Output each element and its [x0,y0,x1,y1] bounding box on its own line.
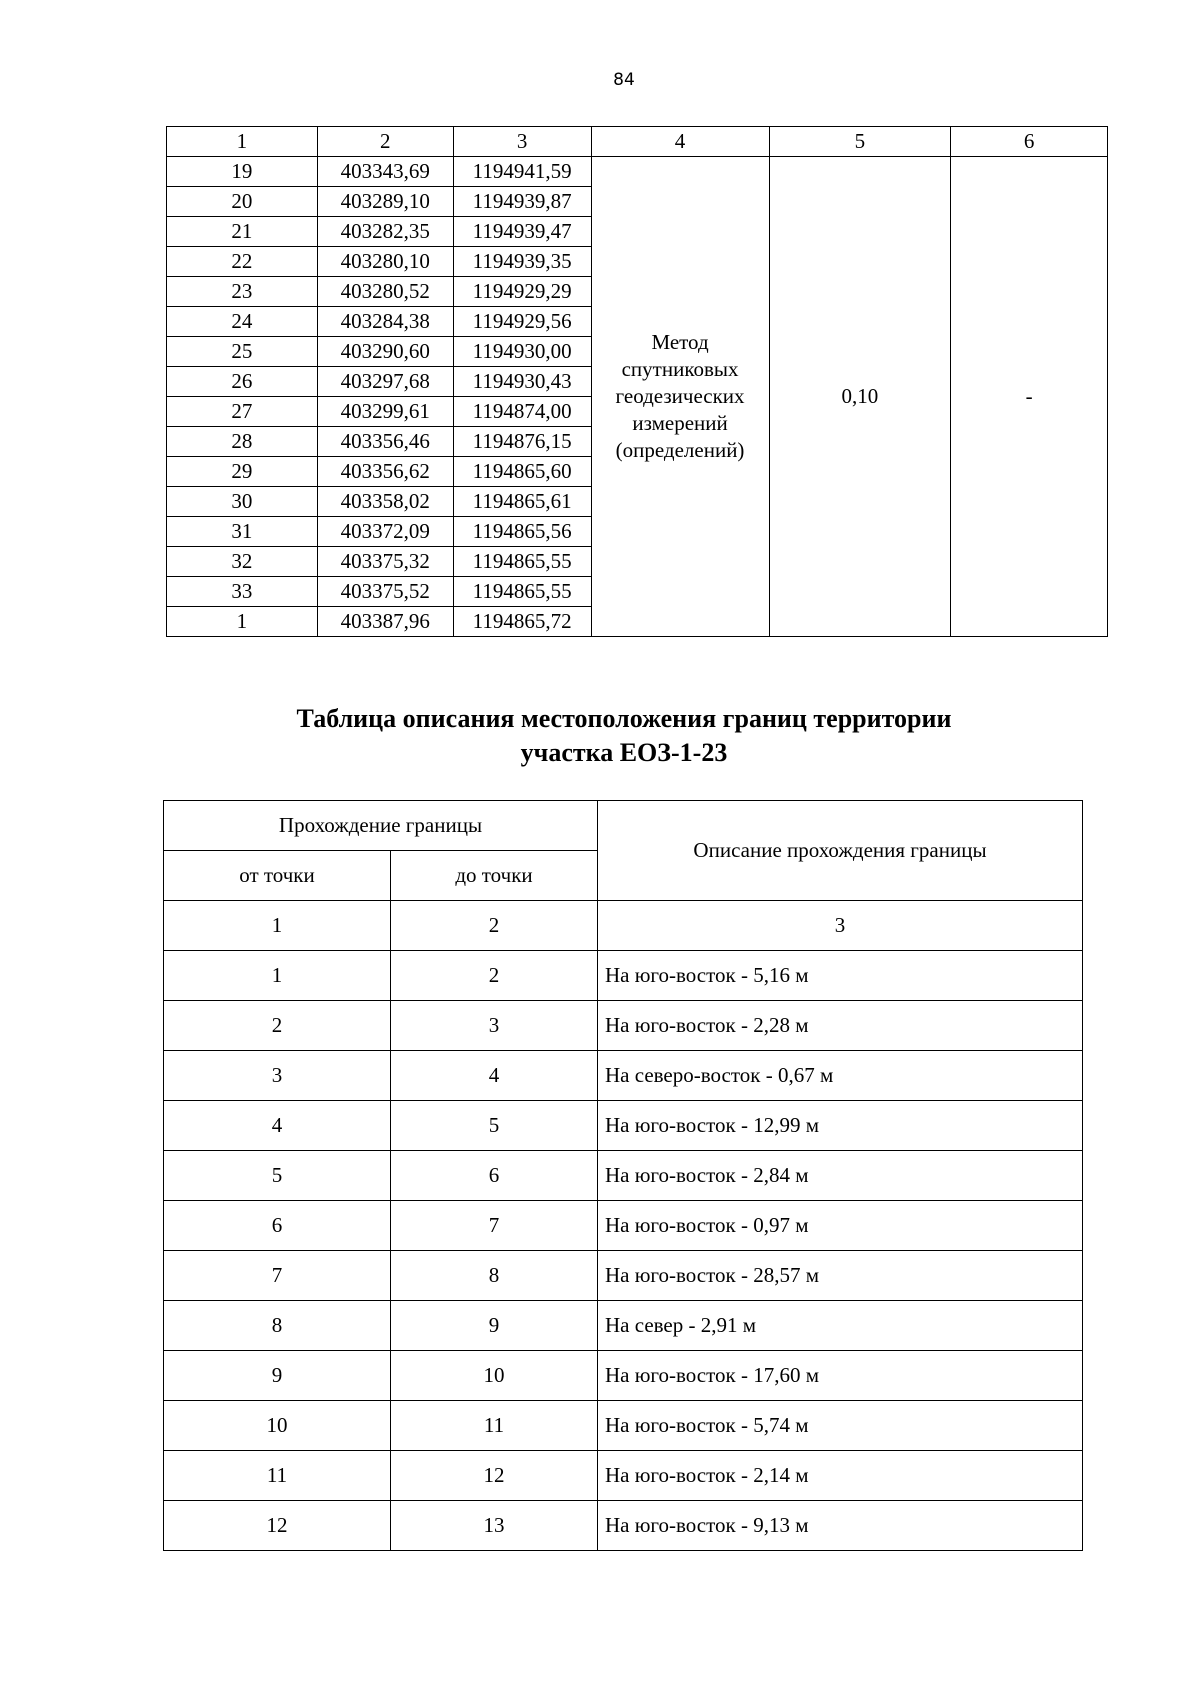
table-row [164,1301,1083,1351]
y-coordinate-cell: 1194929,29 [453,277,591,307]
description-cell: На юго-восток - 2,28 м [598,1001,1083,1051]
to-point-cell: 12 [391,1451,598,1501]
description-cell: На юго-восток - 17,60 м [598,1351,1083,1401]
method-cell [591,157,769,637]
y-coordinate-cell: 1194876,15 [453,427,591,457]
point-number-cell: 29 [167,457,318,487]
title-line: участка ЕОЗ-1-23 [520,738,728,767]
method-line: геодезических [615,384,745,408]
x-coordinate-cell: 403358,02 [317,487,453,517]
to-point-cell: 6 [391,1151,598,1201]
colnum-cell: 2 [391,901,598,951]
y-coordinate-cell: 1194930,00 [453,337,591,367]
header-from-point: от точки [164,851,391,901]
to-point-cell: 13 [391,1501,598,1551]
method-line: измерений [632,411,728,435]
x-coordinate-cell: 403356,46 [317,427,453,457]
to-point-cell: 8 [391,1251,598,1301]
from-point-cell: 4 [164,1101,391,1151]
from-point-cell: 8 [164,1301,391,1351]
from-point-cell: 6 [164,1201,391,1251]
page-number: 84 [613,70,635,90]
from-point-cell: 1 [164,951,391,1001]
coord-header-row [167,127,1108,157]
table-row [164,1101,1083,1151]
table-row [164,1051,1083,1101]
y-coordinate-cell: 1194865,61 [453,487,591,517]
description-cell: На юго-восток - 9,13 м [598,1501,1083,1551]
coord-header-cell: 3 [453,127,591,157]
point-number-cell: 27 [167,397,318,427]
from-point-cell: 7 [164,1251,391,1301]
point-number-cell: 28 [167,427,318,457]
x-coordinate-cell: 403282,35 [317,217,453,247]
table-row [164,1451,1083,1501]
x-coordinate-cell: 403280,52 [317,277,453,307]
coord-header-cell: 2 [317,127,453,157]
boundary-table [163,800,1083,1551]
point-number-cell: 31 [167,517,318,547]
y-coordinate-cell: 1194929,56 [453,307,591,337]
table-row [164,1151,1083,1201]
description-cell: На север - 2,91 м [598,1301,1083,1351]
point-number-cell: 19 [167,157,318,187]
y-coordinate-cell: 1194865,55 [453,577,591,607]
x-coordinate-cell: 403297,68 [317,367,453,397]
table-row [164,1001,1083,1051]
x-coordinate-cell: 403289,10 [317,187,453,217]
table-row [167,157,1108,187]
point-number-cell: 22 [167,247,318,277]
description-cell: На юго-восток - 2,14 м [598,1451,1083,1501]
point-number-cell: 21 [167,217,318,247]
coord-header-cell: 6 [951,127,1108,157]
y-coordinate-cell: 1194865,72 [453,607,591,637]
to-point-cell: 10 [391,1351,598,1401]
description-cell: На юго-восток - 5,16 м [598,951,1083,1001]
from-point-cell: 5 [164,1151,391,1201]
x-coordinate-cell: 403387,96 [317,607,453,637]
description-cell: На северо-восток - 0,67 м [598,1051,1083,1101]
point-number-cell: 33 [167,577,318,607]
colnum-cell: 1 [164,901,391,951]
x-coordinate-cell: 403375,32 [317,547,453,577]
to-point-cell: 7 [391,1201,598,1251]
y-coordinate-cell: 1194939,87 [453,187,591,217]
coordinates-table [166,126,1108,637]
y-coordinate-cell: 1194865,56 [453,517,591,547]
method-line: Метод [651,330,709,354]
y-coordinate-cell: 1194865,55 [453,547,591,577]
to-point-cell: 4 [391,1051,598,1101]
x-coordinate-cell: 403280,10 [317,247,453,277]
y-coordinate-cell: 1194939,35 [453,247,591,277]
point-number-cell: 24 [167,307,318,337]
from-point-cell: 2 [164,1001,391,1051]
point-number-cell: 25 [167,337,318,367]
x-coordinate-cell: 403375,52 [317,577,453,607]
method-line: (определений) [615,438,745,462]
x-coordinate-cell: 403284,38 [317,307,453,337]
description-cell: На юго-восток - 28,57 м [598,1251,1083,1301]
header-boundary-passage: Прохождение границы [164,801,598,851]
point-number-cell: 23 [167,277,318,307]
y-coordinate-cell: 1194874,00 [453,397,591,427]
point-number-cell: 26 [167,367,318,397]
boundary-colnum-row [164,901,1083,951]
description-cell: На юго-восток - 5,74 м [598,1401,1083,1451]
to-point-cell: 11 [391,1401,598,1451]
x-coordinate-cell: 403356,62 [317,457,453,487]
point-number-cell: 1 [167,607,318,637]
y-coordinate-cell: 1194865,60 [453,457,591,487]
table-row [164,1201,1083,1251]
method-line: спутниковых [621,357,739,381]
description-cell: На юго-восток - 0,97 м [598,1201,1083,1251]
boundary-header-row [164,801,1083,851]
description-cell: На юго-восток - 12,99 м [598,1101,1083,1151]
description-cell: На юго-восток - 2,84 м [598,1151,1083,1201]
to-point-cell: 5 [391,1101,598,1151]
to-point-cell: 2 [391,951,598,1001]
header-to-point: до точки [391,851,598,901]
from-point-cell: 3 [164,1051,391,1101]
table-row [164,1401,1083,1451]
y-coordinate-cell: 1194930,43 [453,367,591,397]
from-point-cell: 12 [164,1501,391,1551]
y-coordinate-cell: 1194941,59 [453,157,591,187]
from-point-cell: 10 [164,1401,391,1451]
table-row [164,951,1083,1001]
from-point-cell: 11 [164,1451,391,1501]
table-row [164,1501,1083,1551]
from-point-cell: 9 [164,1351,391,1401]
x-coordinate-cell: 403290,60 [317,337,453,367]
coord-header-cell: 1 [167,127,318,157]
x-coordinate-cell: 403299,61 [317,397,453,427]
x-coordinate-cell: 403343,69 [317,157,453,187]
accuracy-cell: 0,10 [769,157,951,637]
table-title [0,702,1200,770]
title-line: Таблица описания местоположения границ территории [296,704,952,733]
x-coordinate-cell: 403372,09 [317,517,453,547]
point-number-cell: 32 [167,547,318,577]
y-coordinate-cell: 1194939,47 [453,217,591,247]
column-6-cell: - [951,157,1108,637]
point-number-cell: 30 [167,487,318,517]
coord-header-cell: 4 [591,127,769,157]
point-number-cell: 20 [167,187,318,217]
table-row [164,1251,1083,1301]
colnum-cell: 3 [598,901,1083,951]
to-point-cell: 9 [391,1301,598,1351]
coord-header-cell: 5 [769,127,951,157]
to-point-cell: 3 [391,1001,598,1051]
header-boundary-description: Описание прохождения границы [598,801,1083,901]
table-row [164,1351,1083,1401]
